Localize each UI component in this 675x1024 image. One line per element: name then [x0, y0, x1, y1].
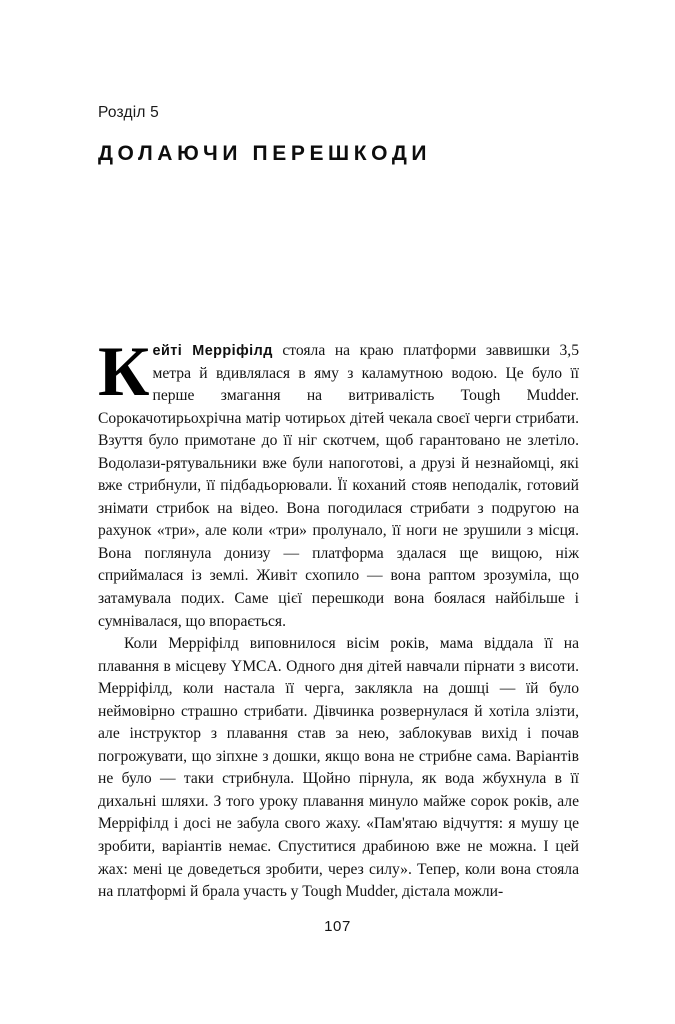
- page-number: 107: [324, 918, 351, 935]
- chapter-header: [98, 104, 580, 180]
- paragraph-second: Коли Мерріфілд виповнилося вісім років, мама віддала її на плавання в місцеву YMCA. Одного дня дітей навчали пірнати з висоти. Мерріфілд, коли настала її черга, заклякла на дошці — їй було неймовірно страшно стрибати. Дівчинка розвернулася й хотіла злізти, але інструктор з плавання став за нею, заблокував вихід і почав погрожувати, що зіпхне з дошки, якщо вона не стрибне сама. Варіантів не було — таки стрибнула. Щойно пірнула, як вода жбухнула в її дихальні шляхи. З того уроку плавання минуло майже сорок років, але Мерріфілд і досі не забула свого жаху. «Пам'ятаю відчуття: я мушу це зробити, варіантів немає. Спуститися драбиною вже не можна. І цей жах: мені це доведеться зробити, через силу». Тепер, коли вона стояла на платформі й брала участь у Tough Mudder, дістала можли-: [98, 635, 579, 901]
- page-title: ДОЛАЮЧИ ПЕРЕШКОДИ: [98, 141, 432, 165]
- lead-in-text: ейті Мерріфілд: [152, 343, 273, 359]
- drop-cap: К: [98, 333, 149, 411]
- body-text-column: [98, 333, 579, 904]
- paragraph-first: [98, 333, 579, 633]
- chapter-number-label: Розділ 5: [98, 104, 159, 121]
- paragraph-first-body: стояла на краю платформи заввишки 3,5 метра й вдивлялася в яму з каламутною водою. Це було її перше змагання на витривалість Tough Mudder. Сорокачотирьохрічна матір чотирьох дітей чекала своєї черги стрибати. Взуття було примотане до її ніг скотчем, щоб гарантовано не злетіло. Водолази-рятувальники вже були напоготові, а друзі й незнайомці, які вже стрибнули, її підбадьорювали. Її коханий стояв неподалік, готовий знімати стрибок на відео. Вона погодилася стрибати з подругою на рахунок «три», але коли «три» пролунало, її ноги не зрушили з місця. Вона поглянула донизу — платформа здалася ще вищою, ніж сприймалася із землі. Живіт схопило — вона раптом зрозуміла, що затамувала подих. Саме цієї перешкоди вона боялася найбільше і сумнівалася, що впорається.: [98, 342, 579, 630]
